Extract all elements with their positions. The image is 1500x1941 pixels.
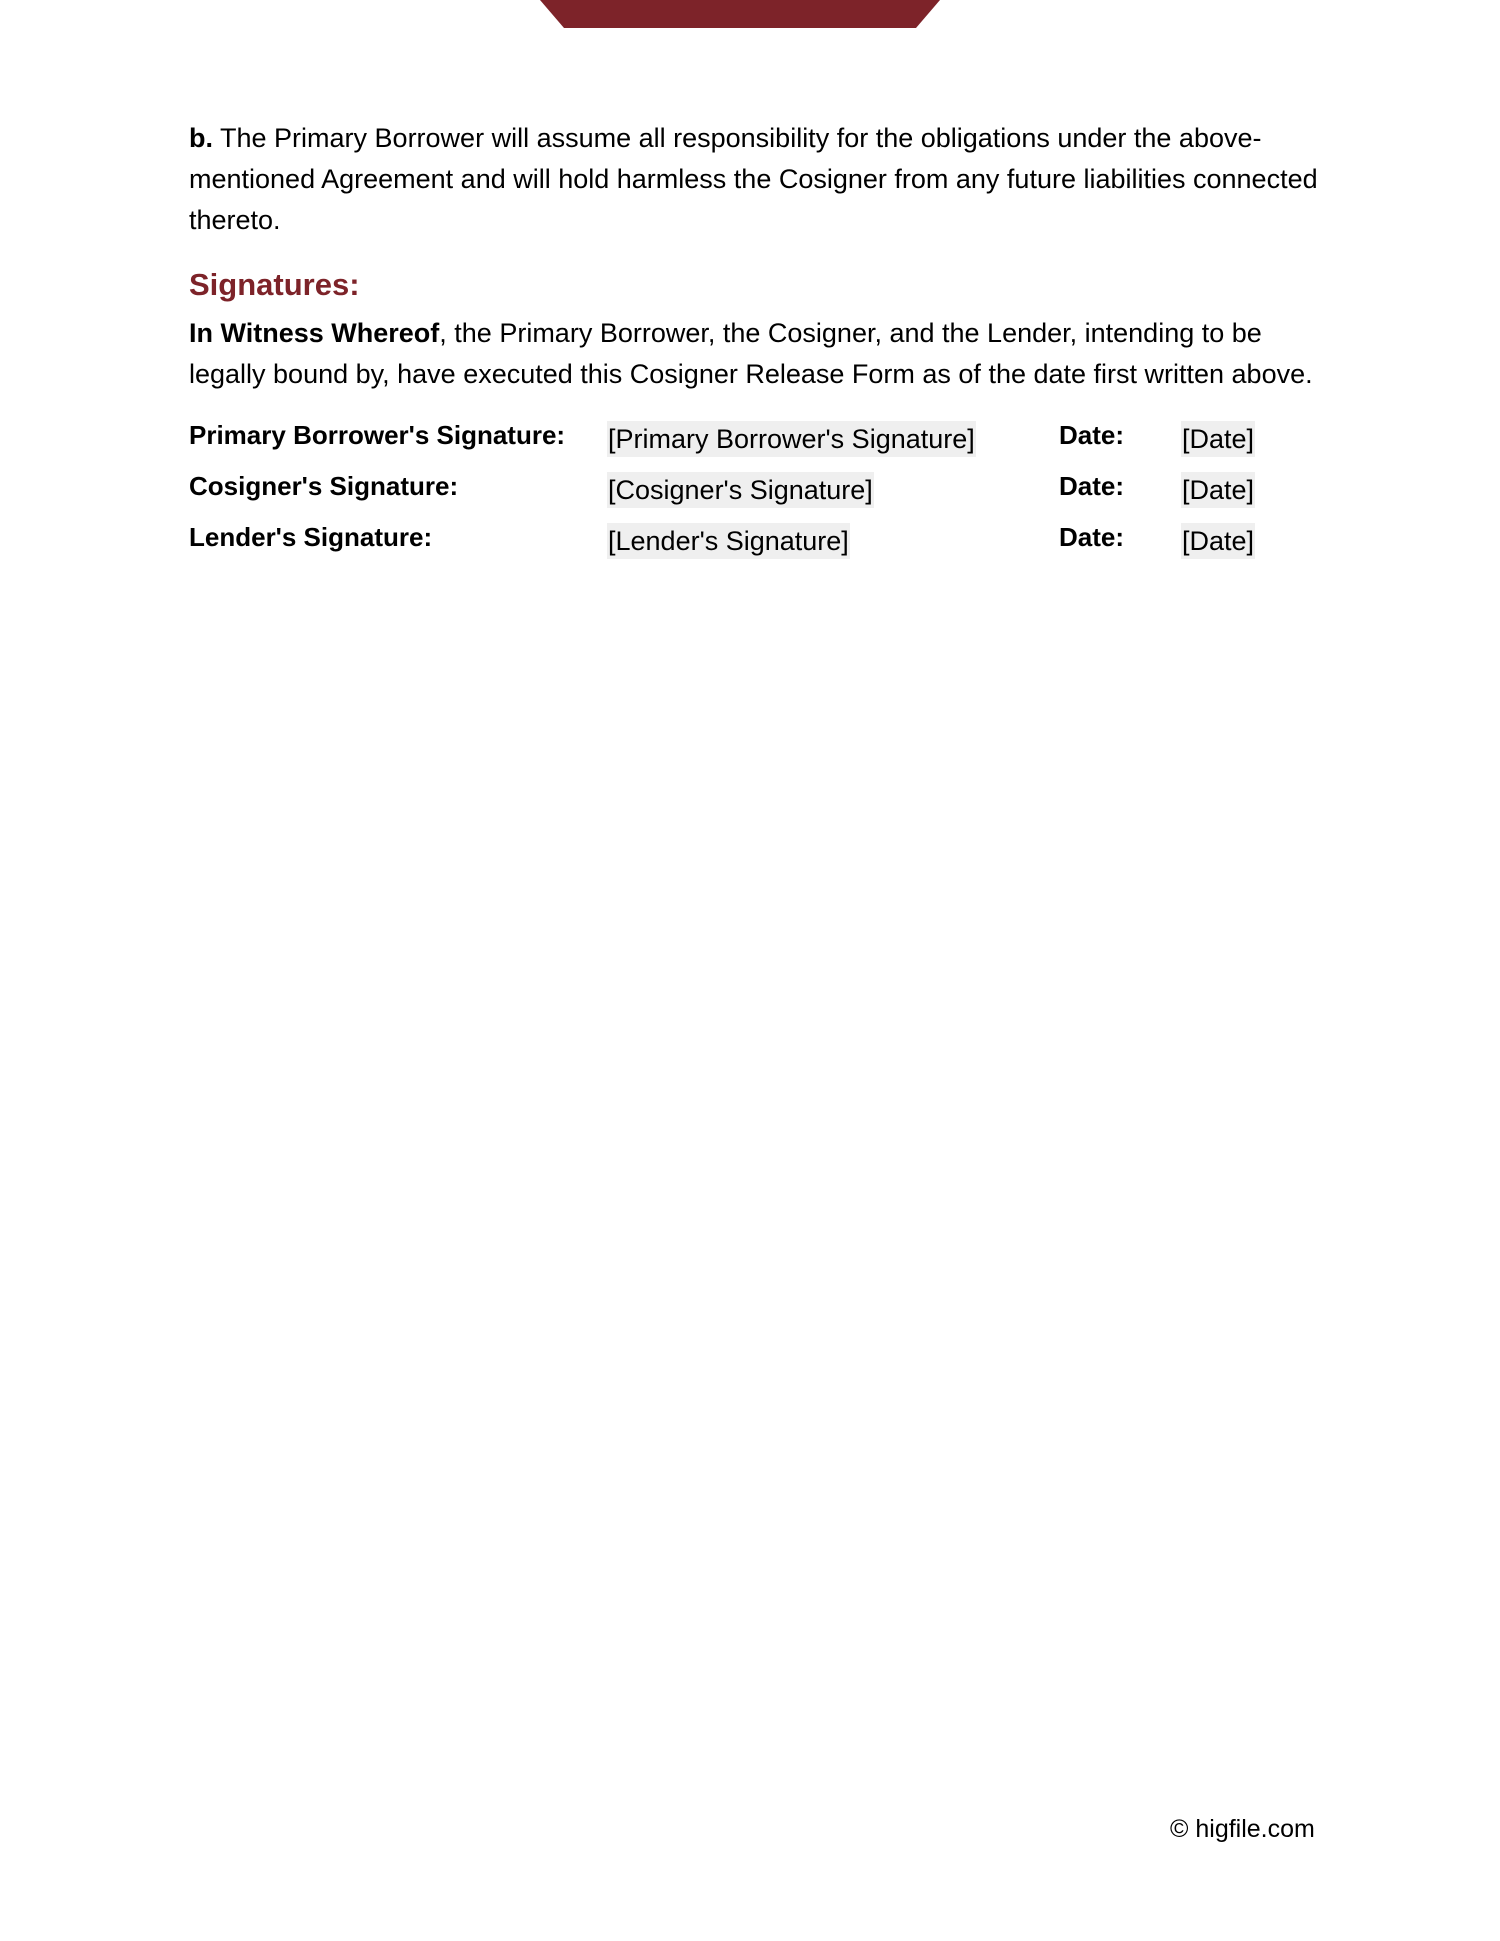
signature-row-cosigner [189, 468, 1319, 519]
date-label: Date: [1059, 471, 1125, 501]
date-label: Date: [1059, 522, 1125, 552]
signature-field[interactable]: [Cosigner's Signature] [607, 472, 874, 508]
signature-row-primary-borrower [189, 417, 1319, 468]
signature-label: Lender's Signature: [189, 522, 433, 552]
date-field[interactable]: [Date] [1181, 523, 1255, 559]
signature-field[interactable]: [Primary Borrower's Signature] [607, 421, 976, 457]
date-field[interactable]: [Date] [1181, 421, 1255, 457]
witness-text: , the Primary Borrower, the Cosigner, and the Lender, intending to be legally bound by, have executed this Cosigner Release Form as of the date first written above. [189, 318, 1313, 389]
clause-b [189, 118, 1329, 241]
clause-text: The Primary Borrower will assume all responsibility for the obligations under the above-mentioned Agreement and will hold harmless the Cosigner from any future liabilities connected thereto. [189, 123, 1318, 235]
top-banner [540, 0, 940, 28]
signatures-heading: Signatures: [189, 267, 360, 302]
witness-lead: In Witness Whereof [189, 318, 440, 348]
signature-label: Cosigner's Signature: [189, 471, 459, 501]
signature-row-lender [189, 519, 1319, 570]
clause-marker: b. [189, 123, 213, 153]
date-field[interactable]: [Date] [1181, 472, 1255, 508]
signature-label: Primary Borrower's Signature: [189, 420, 566, 450]
footer-copyright: © higfile.com [1170, 1815, 1315, 1843]
signature-field[interactable]: [Lender's Signature] [607, 523, 850, 559]
date-label: Date: [1059, 420, 1125, 450]
signature-table [189, 417, 1319, 570]
witness-paragraph [189, 313, 1329, 395]
document-body [189, 118, 1329, 570]
